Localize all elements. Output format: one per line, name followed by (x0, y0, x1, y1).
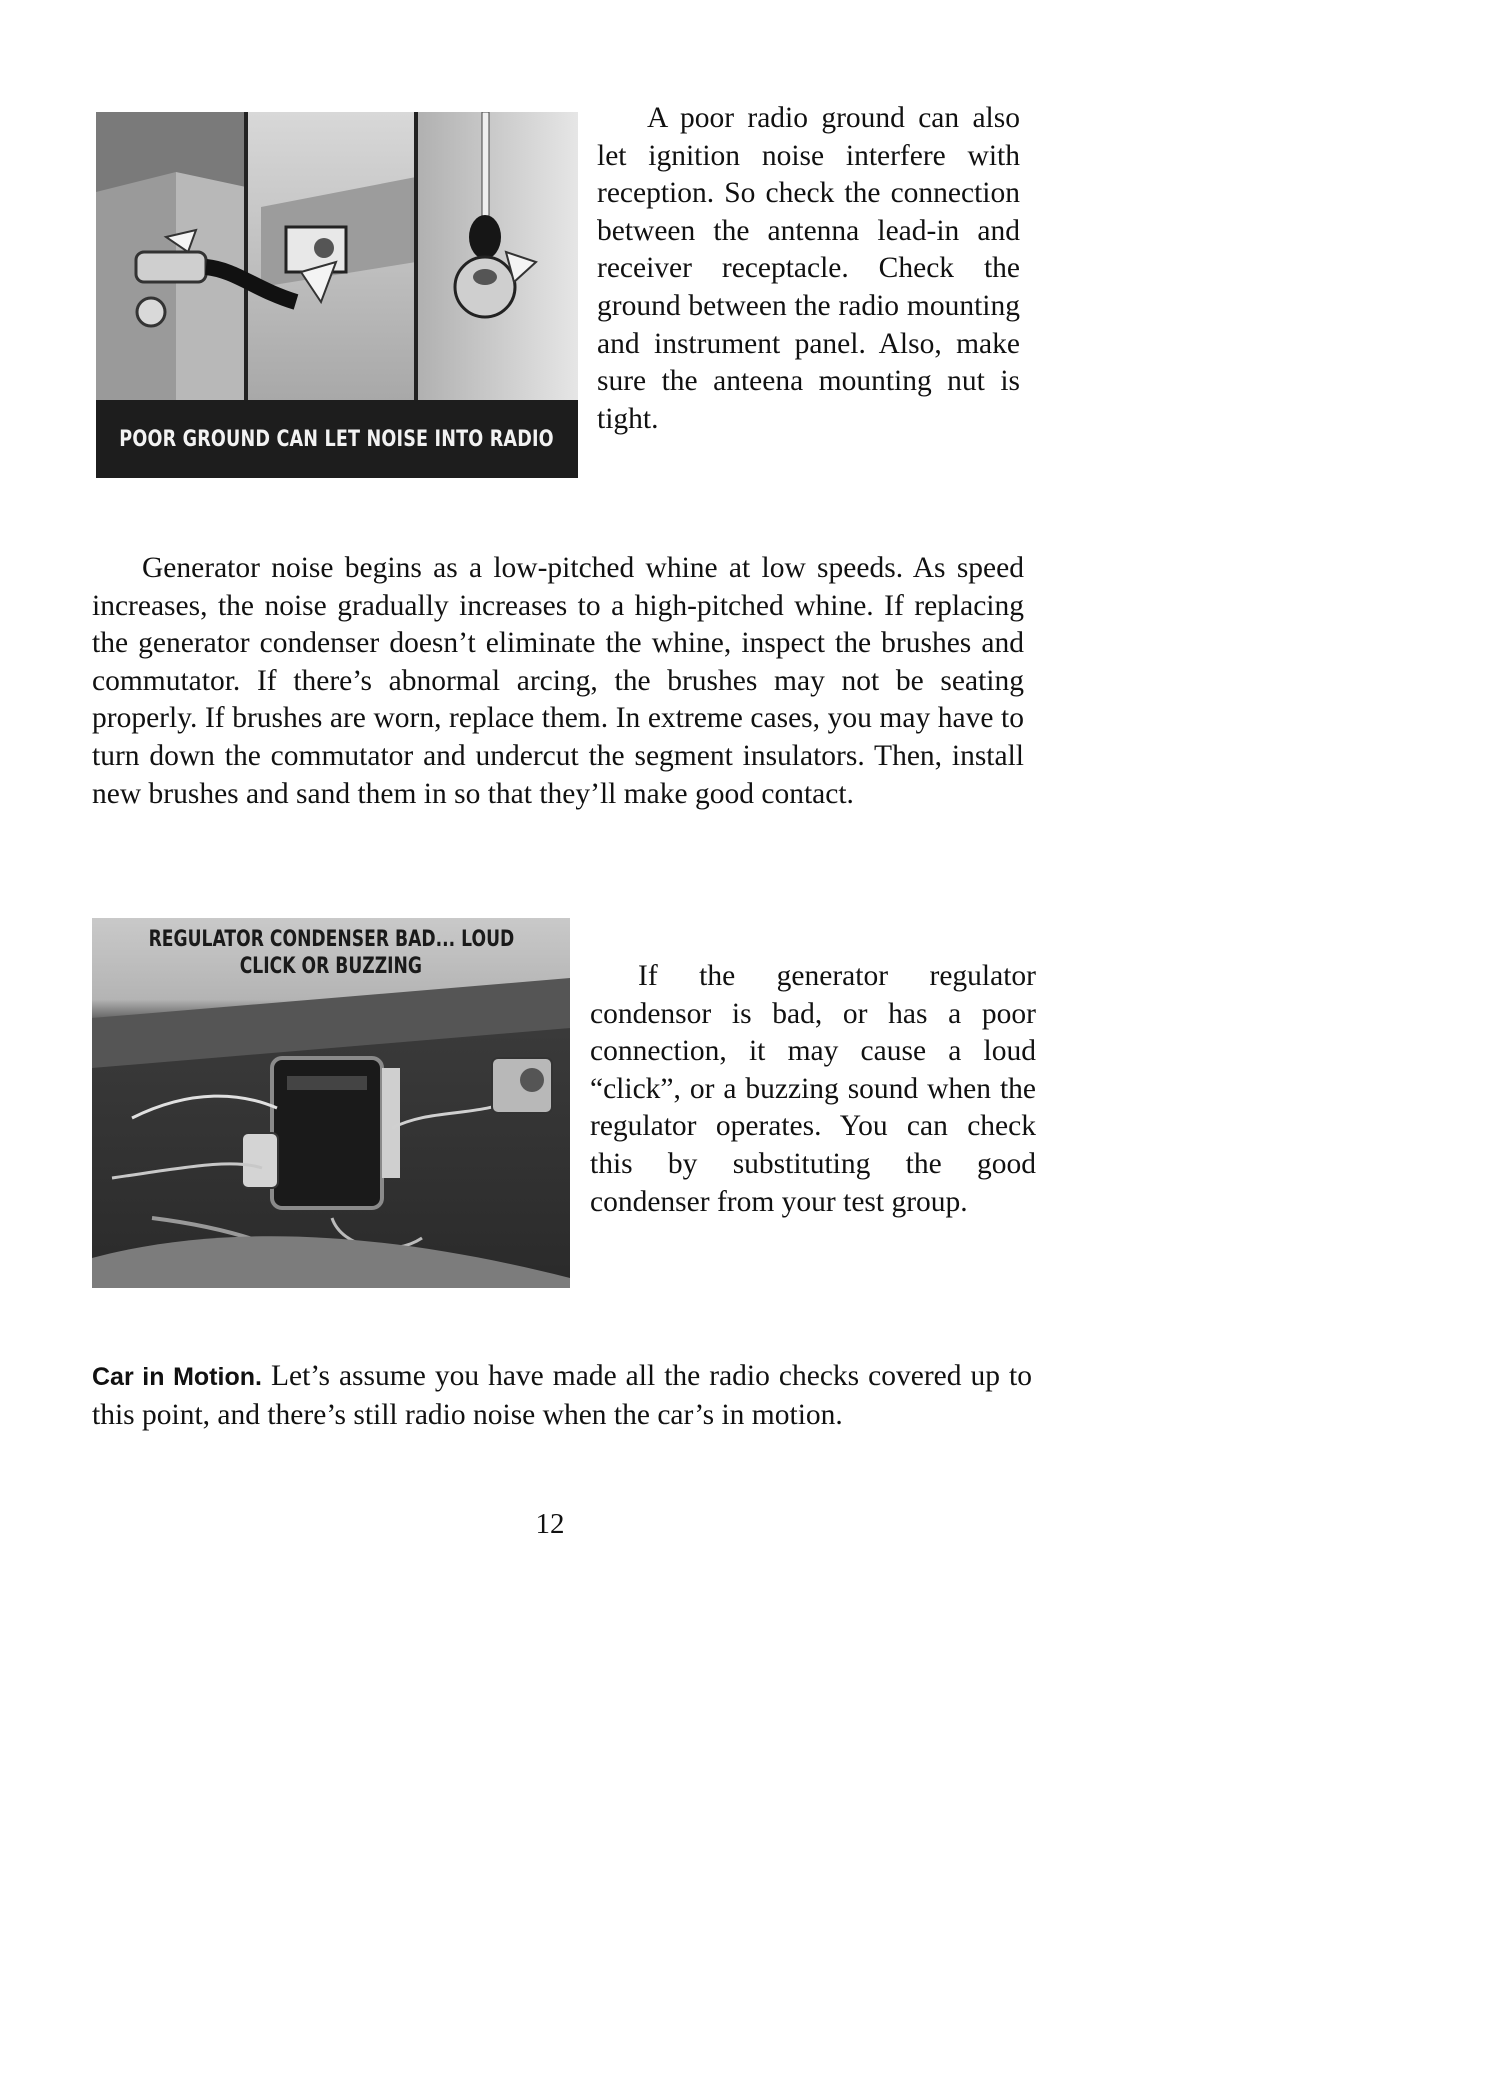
figure-caption-line-2: CLICK OR BUZZING (239, 954, 423, 979)
generator-noise-paragraph (92, 550, 1024, 813)
radio-ground-paragraph (597, 100, 1020, 438)
radio-ground-text: A poor radio ground can also let ignition noise interfere with reception. So check the connection between the antenna lead-in and receiver receptacle. Check the ground between the radio mounting and instrument panel. Also, make sure the anteena mounting nut is tight. (597, 102, 1020, 435)
regulator-condenser-text: If the generator regulator condensor is bad, or has a poor connection, it may cause a loud “click”, or a buzzing sound when the regulator operates. You can check this by substituting the good condenser from your test group. (590, 960, 1036, 1218)
car-in-motion-text: Let’s assume you have made all the radio checks covered up to this point, and there’s still radio noise when the car’s in motion. (92, 1360, 1032, 1431)
poor-ground-photo (96, 112, 578, 478)
section-heading: Car in Motion. (92, 1363, 262, 1391)
page-number: 12 (535, 1508, 565, 1540)
regulator-condenser-paragraph (590, 958, 1036, 1221)
figure-caption: POOR GROUND CAN LET NOISE INTO RADIO (119, 426, 555, 452)
figure-caption (92, 926, 570, 980)
figure-caption-bar (96, 400, 578, 478)
regulator-condenser-photo (92, 918, 570, 1288)
car-in-motion-paragraph (92, 1358, 1032, 1434)
figure-caption-line-1: REGULATOR CONDENSER BAD... LOUD (148, 927, 514, 952)
generator-noise-text: Generator noise begins as a low-pitched whine at low speeds. As speed increases, the noise gradually increases to a high-pitched whine. If replacing the generator condenser doesn’t eliminate the whine, inspect the brushes and commutator. If there’s abnormal arcing, the brushes may not be seating properly. If brushes are worn, replace them. In extreme cases, you may have to turn down the commutator and undercut the segment insulators. Then, install new brushes and sand them in so that they’ll make good contact. (92, 552, 1024, 810)
